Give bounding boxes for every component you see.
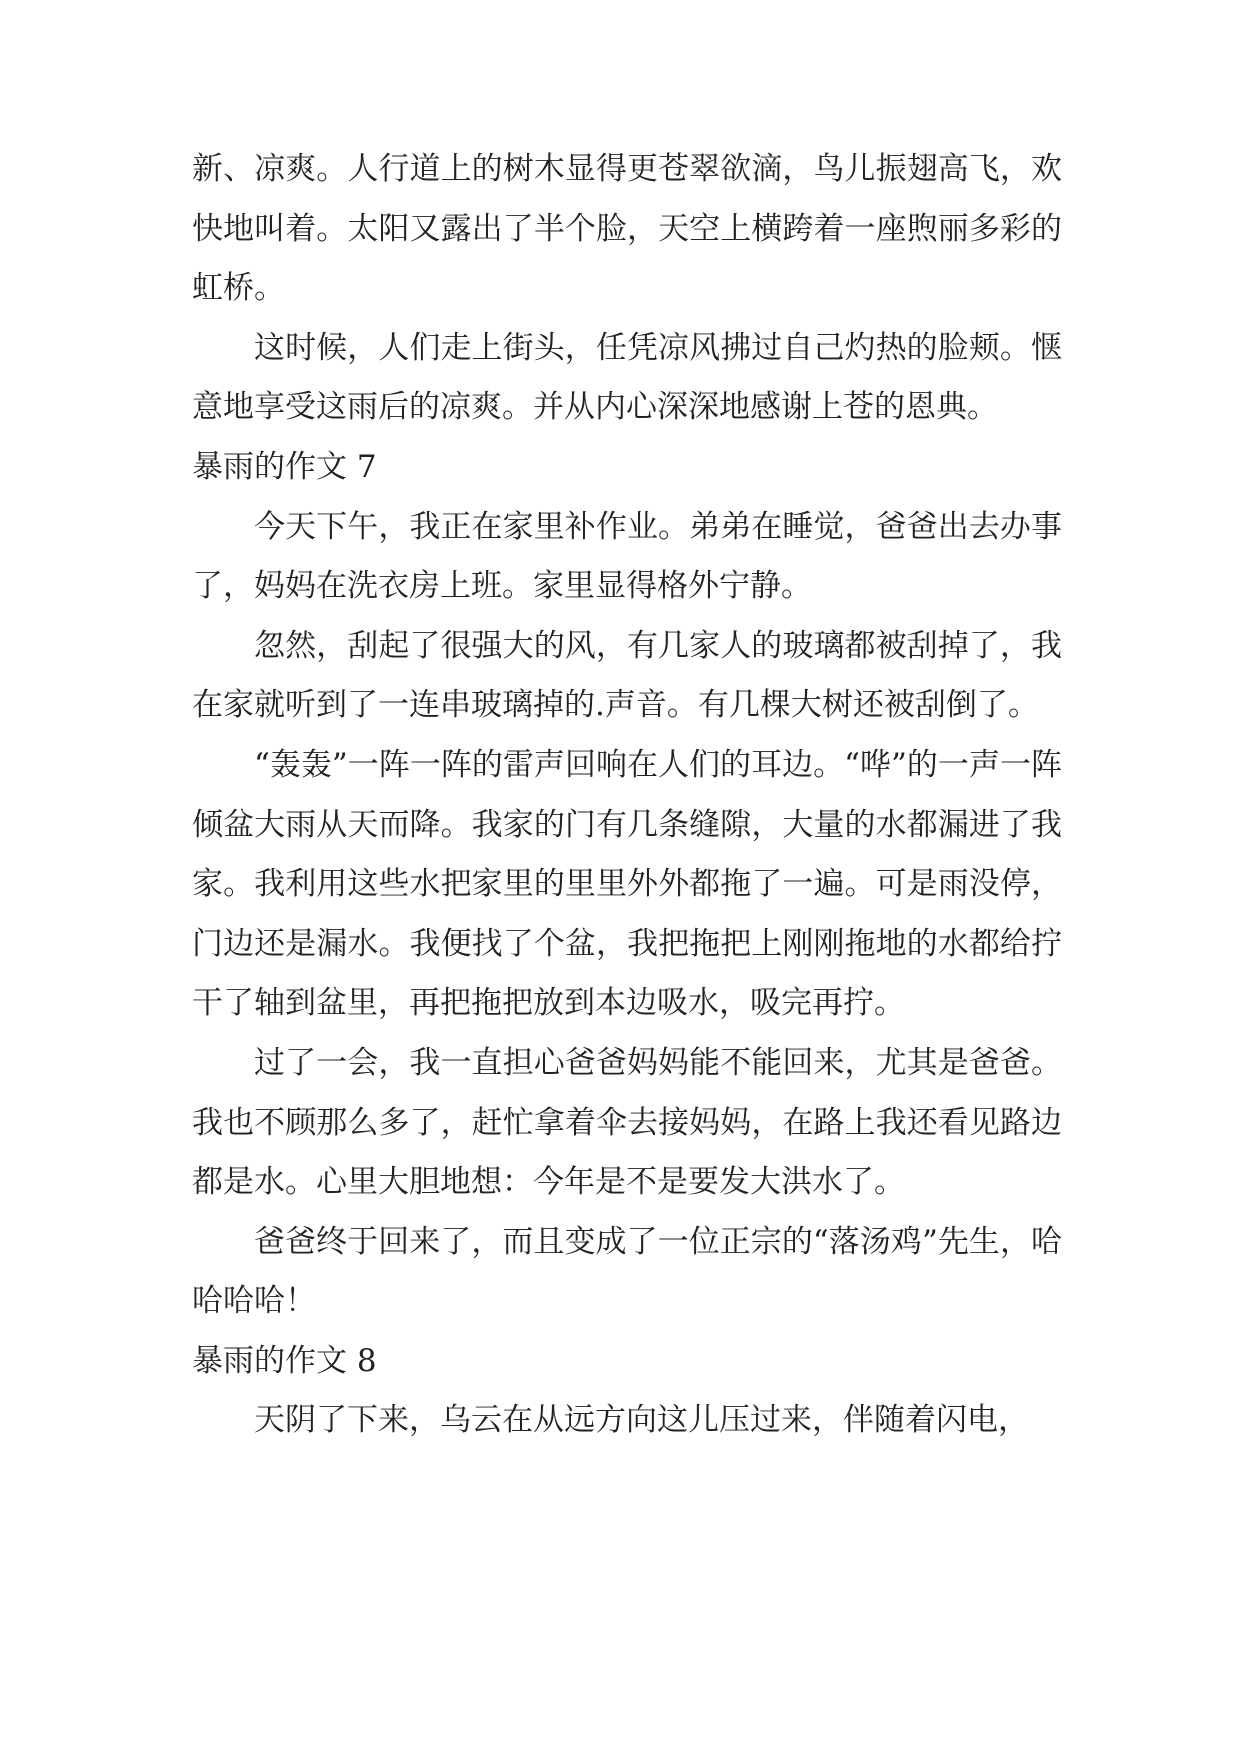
paragraph: 忽然，刮起了很强大的风，有几家人的玻璃都被刮掉了，我在家就听到了一连串玻璃掉的.声音。有几棵大树还被刮倒了。 (192, 627, 1062, 724)
paragraph-continuation: 新、凉爽。人行道上的树木显得更苍翠欲滴，鸟儿振翅高飞，欢快地叫着。太阳又露出了半个脸，天空上横跨着一座煦丽多彩的虹桥。 (192, 151, 1062, 307)
paragraph: 过了一会，我一直担心爸爸妈妈能不能回来，尤其是爸爸。我也不顾那么多了，赶忙拿着伞去接妈妈，在路上我还看见路边都是水。心里大胆地想：今年是不是要发大洪水了。 (192, 1044, 1062, 1201)
section-heading: 暴雨的作文 7 (192, 448, 377, 485)
document-body (192, 140, 1062, 1451)
paragraph: 这时候，人们走上街头，任凭凉风拂过自己灼热的脸颊。惬意地享受这雨后的凉爽。并从内心深深地感谢上苍的恩典。 (192, 329, 1062, 426)
paragraph: 爸爸终于回来了，而且变成了一位正宗的“落汤鸡”先生，哈哈哈哈！ (192, 1223, 1062, 1320)
paragraph: “轰轰”一阵一阵的雷声回响在人们的耳边。“哗”的一声一阵倾盆大雨从天而降。我家的门有几条缝隙，大量的水都漏进了我家。我利用这些水把家里的里里外外都拖了一遍。可是雨没停，门边还是漏水。我便找了个盆，我把拖把上刚刚拖地的水都给拧干了轴到盆里，再把拖把放到本边吸水，吸完再拧。 (192, 746, 1062, 1022)
paragraph: 天阴了下来，乌云在从远方向这儿压过来，伴随着闪电， (254, 1402, 1029, 1439)
section-heading: 暴雨的作文 8 (192, 1342, 377, 1379)
paragraph: 今天下午，我正在家里补作业。弟弟在睡觉，爸爸出去办事了，妈妈在洗衣房上班。家里显得格外宁静。 (192, 508, 1062, 605)
